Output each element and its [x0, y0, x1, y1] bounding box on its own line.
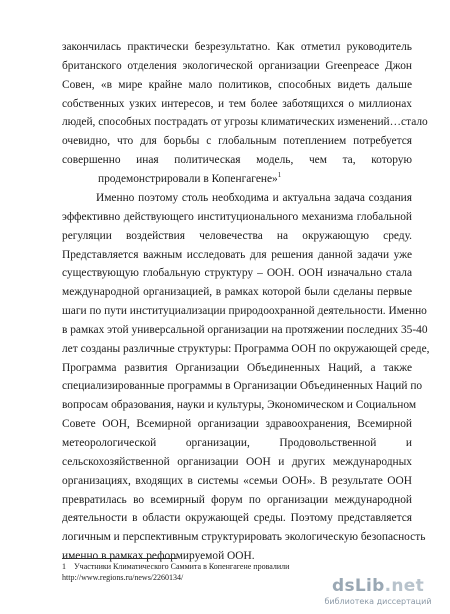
p2-line: превратилась во всемирный форум по организации международной [62, 493, 412, 506]
paragraph-2 [62, 189, 430, 566]
p2-line: метеорологической организации, Продовольственной и [62, 436, 412, 449]
footnote-url: http://www.regions.ru/news/2260134/ [62, 573, 184, 582]
footnote-separator [62, 558, 177, 559]
p2-line: существующую глобальную структуру – ООН. ООН изначально стала [62, 267, 412, 280]
footnote-line-1 [62, 561, 412, 572]
p1-line: совершенно иная политическая модель, чем та, которую [62, 154, 412, 167]
p2-line: в рамках этой универсальной организации на протяжении последних 35-40 [62, 323, 428, 336]
footnote-text: Участники Климатического Саммита в Копенгагене провалили [74, 562, 290, 571]
p2-line: эффективно действующего институционального механизма глобальной [62, 210, 412, 223]
p2-line: организациях, входящих в системы «семьи ООН». В результате ООН [62, 474, 412, 487]
watermark-logo-domain: .net [384, 576, 425, 596]
p2-line: Совете ООН, Всемирной организации здравоохранения, Всемирной [62, 418, 412, 431]
footnote-reference[interactable]: 1 [277, 171, 282, 180]
p2-line: лет созданы различные структуры: Программа ООН по окружающей среде, [62, 342, 430, 355]
p1-line: Совен, «в мире крайне мало политиков, способных видеть дальше [62, 78, 412, 91]
watermark-subtitle: библиотека диссертаций [324, 597, 432, 606]
p2-line: логичным и перспективным структурировать экологическую безопасность [62, 531, 426, 544]
p1-line: очевидно, что для борьбы с глобальным потеплением потребуется [62, 135, 412, 148]
p1-line: британского отделения экологической организации Greenpeace Джон [62, 59, 412, 72]
p2-line: деятельности в области окружающей среды. Поэтому представляется [62, 512, 412, 525]
p2-line: Именно поэтому столь необходима и актуальна задача создания [96, 192, 412, 204]
p2-line: сельскохозяйственной организации ООН и других международных [62, 455, 412, 468]
p1-line: людей, способных пострадать от угрозы климатических изменений…стало [62, 116, 428, 129]
paragraph-1 [62, 38, 428, 189]
p1-line: собственных узких интересов, и тем более заботящихся о миллионах [62, 97, 412, 110]
p1-line: закончилась практически безрезультатно. Как отметил руководитель [62, 41, 412, 53]
p2-line: специализированные программы в Организации Объединенных Наций по [62, 380, 423, 393]
watermark-logo [318, 576, 438, 596]
p2-line: Представляется важным исследовать для решения данной задачи уже [62, 248, 412, 261]
p2-line: шаги по пути институциализации природоохранной деятельности. Именно [62, 305, 427, 318]
p1-line: продемонстрировали в Копенгагене»$^1$ [98, 171, 282, 185]
p2-line: Программа развития Организации Объединенных Наций, а также [62, 361, 412, 374]
p2-line: вопросам образования, науки и культуры, Экономическом и Социальном [62, 399, 417, 412]
watermark-logo-main: dsLib [331, 576, 385, 596]
p2-line: регуляции воздействия человечества на окружающую среду. [62, 229, 412, 242]
p2-line: международной организацией, в рамках которой были сделаны первые [62, 286, 412, 299]
footnote-number: 1 [62, 562, 66, 571]
p2-line: именно в рамках реформируемой ООН. [62, 550, 255, 563]
watermark [318, 576, 438, 606]
